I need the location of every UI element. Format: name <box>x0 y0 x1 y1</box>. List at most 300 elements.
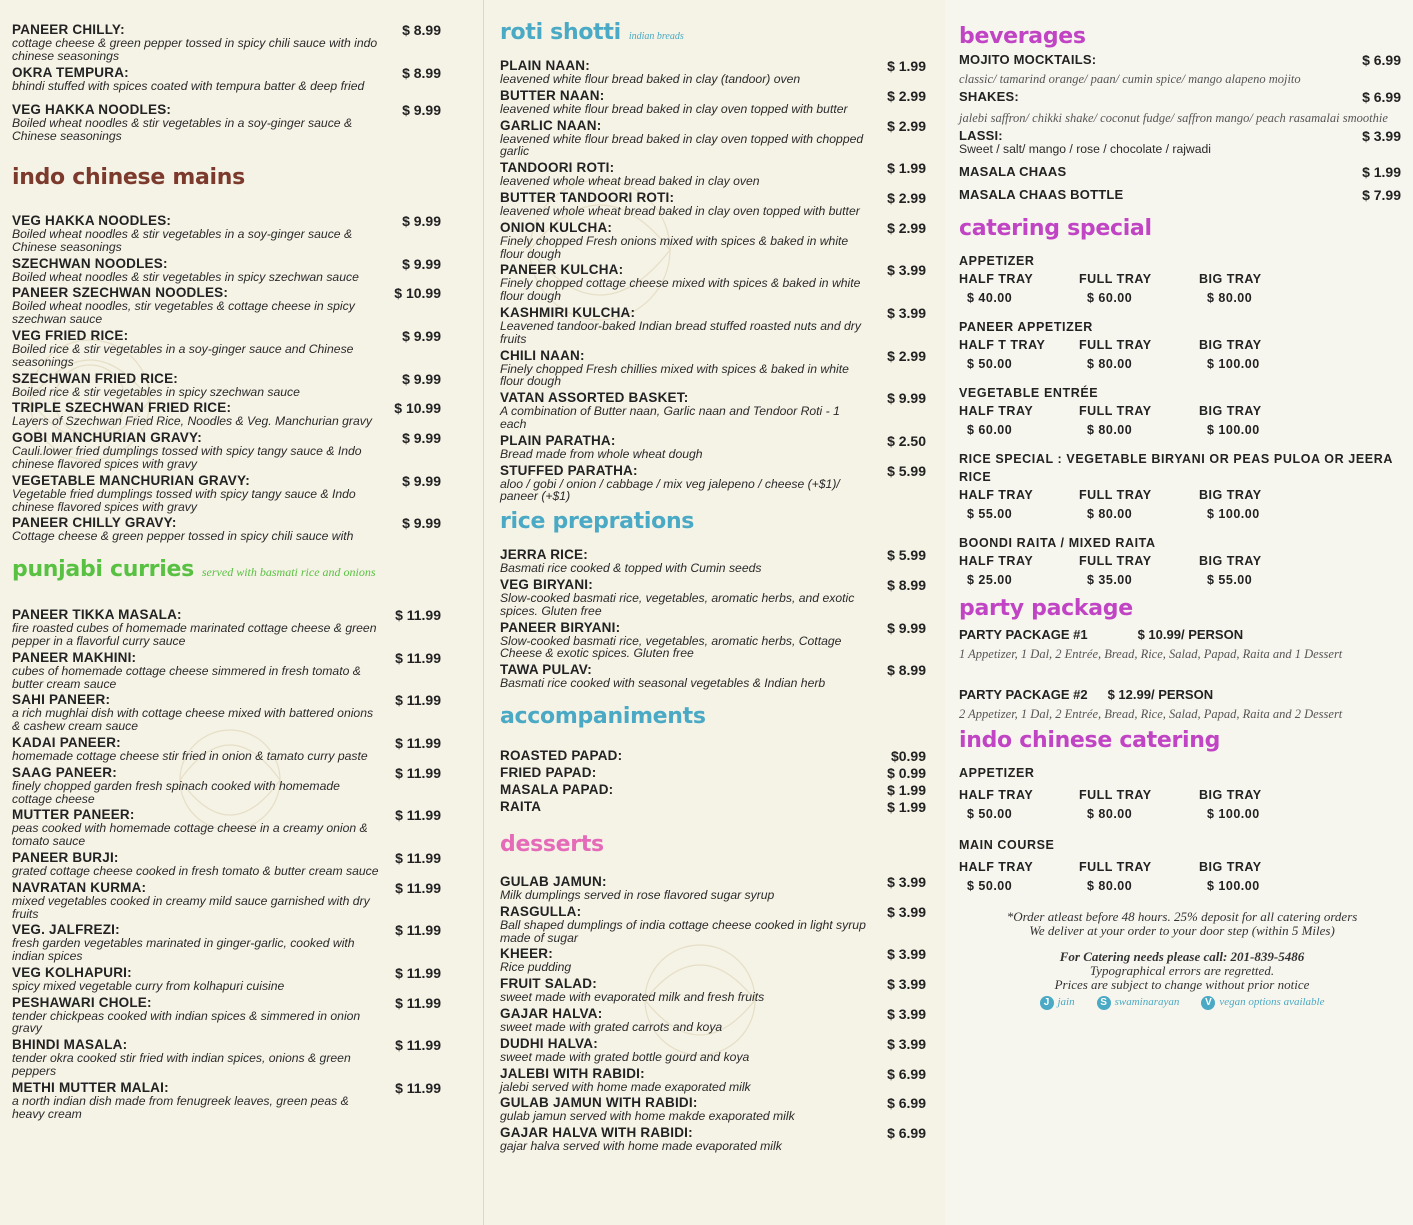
item-desc: Boiled rice & stir vegetables in a soy-ginger sauce and Chinese seasonings <box>12 341 354 369</box>
item-price: $0.99 <box>890 747 926 764</box>
item-name: VEGETABLE MANCHURIAN GRAVY: <box>12 472 250 488</box>
menu-item <box>12 765 445 806</box>
indo-chinese-items <box>12 213 445 543</box>
section-title-indo-chinese-catering: indo chinese catering <box>959 727 1221 753</box>
item-price: $ 3.99 <box>887 903 926 920</box>
menu-item <box>500 976 930 1004</box>
item-name: KHEER: <box>500 946 553 962</box>
item-name: OKRA TEMPURA: <box>12 64 129 80</box>
item-desc: bhindi stuffed with spices coated with tempura batter & deep fried <box>12 78 365 93</box>
tray-label: BIG TRAY <box>1199 553 1262 568</box>
item-desc: Basmati rice cooked with seasonal vegetables & Indian herb <box>500 676 826 691</box>
item-price: $ 6.99 <box>887 1095 926 1112</box>
tray-price: $ 60.00 <box>967 422 1013 437</box>
section-title-rice-preprations: rice preprations <box>500 509 695 535</box>
item-name: JERRA RICE: <box>500 547 588 563</box>
item-name: CHILI NAAN: <box>500 347 585 363</box>
menu-item <box>12 285 445 326</box>
item-desc: cubes of homemade cottage cheese simmered in fresh tomato & butter cream sauce <box>12 663 361 691</box>
item-name: PANEER BURJI: <box>12 849 119 865</box>
legend-swaminarayan <box>1097 996 1180 1010</box>
item-desc: fresh garden vegetables marinated in ginger-garlic, cooked with indian spices <box>12 936 355 964</box>
price-change-note: Prices are subject to change without prior notice <box>1054 976 1310 992</box>
item-name: PANEER BIRYANI: <box>500 619 621 635</box>
item-desc: grated cottage cheese cooked in fresh tomato & butter cream sauce <box>12 863 379 878</box>
item-name: GULAB JAMUN WITH RABIDI: <box>500 1095 698 1111</box>
catering-block-title: MAIN COURSE <box>959 837 1055 852</box>
menu-item <box>12 850 445 878</box>
item-price: $ 8.99 <box>887 576 926 593</box>
tray-label: BIG TRAY <box>1199 337 1262 352</box>
item-name: SZECHWAN NOODLES: <box>12 255 168 271</box>
tray-price: $ 100.00 <box>1207 506 1260 521</box>
item-price: $ 11.99 <box>395 649 441 666</box>
item-price: $ 3.99 <box>887 262 926 279</box>
tray-labels <box>959 552 1405 571</box>
section-subtitle: indian breads <box>628 31 684 42</box>
tray-label: HALF T TRAY <box>959 337 1046 352</box>
item-price: $ 9.99 <box>402 430 441 447</box>
menu-item <box>500 58 930 86</box>
party-package-desc: 1 Appetizer, 1 Dal, 2 Entrée, Bread, Rice, Salad, Papad, Raita and 1 Dessert <box>959 646 1343 661</box>
item-name: RASGULLA: <box>500 903 582 919</box>
item-price: $ 1.99 <box>1362 163 1401 180</box>
party-package <box>959 686 1405 704</box>
menu-item <box>500 799 930 814</box>
item-name: VEG FRIED RICE: <box>12 327 129 343</box>
item-name: BHINDI MASALA: <box>12 1037 128 1053</box>
menu-item <box>500 782 930 797</box>
accompaniment-items <box>500 748 930 814</box>
menu-item <box>12 807 445 848</box>
item-desc: leavened white flour bread baked in clay (tandoor) oven <box>500 72 801 86</box>
catering-block-title: APPETIZER <box>959 765 1035 780</box>
item-price: $ 8.99 <box>887 662 926 679</box>
item-price: $ 6.99 <box>887 1065 926 1082</box>
catering-block <box>959 252 1405 308</box>
catering-block <box>959 318 1405 374</box>
item-price: $ 11.99 <box>395 922 441 939</box>
menu-item <box>12 1080 445 1121</box>
item-price: $ 11.99 <box>395 879 441 896</box>
item-name: BUTTER NAAN: <box>500 87 605 103</box>
menu-item <box>12 922 445 963</box>
item-name: SAHI PANEER: <box>12 692 111 708</box>
menu-item <box>500 1036 930 1064</box>
item-name: VEG. JALFREZI: <box>12 922 120 938</box>
item-price: $ 11.99 <box>395 964 441 981</box>
item-name: ROASTED PAPAD: <box>500 747 623 763</box>
item-desc: tender okra cooked stir fried with indian spices, onions & green peppers <box>12 1051 351 1079</box>
item-name: TAWA PULAV: <box>500 662 592 678</box>
item-desc: Leavened tandoor-baked Indian bread stuffed roasted nuts and dry fruits <box>500 318 861 346</box>
menu-item <box>500 748 930 763</box>
item-desc: classic/ tamarind orange/ paan/ cumin spice/ mango alapeno mojito <box>959 72 1301 86</box>
menu-item <box>12 65 445 93</box>
jain-icon: J <box>1040 996 1054 1010</box>
tray-prices <box>959 877 1405 896</box>
item-name: LASSI: <box>959 128 1003 143</box>
item-desc: gajar halva served with home made evaporated milk <box>500 1139 782 1154</box>
item-name: NAVRATAN KURMA: <box>12 879 147 895</box>
party-package-price: $ 10.99/ PERSON <box>1137 626 1244 642</box>
menu-item <box>500 874 930 902</box>
menu-item <box>500 262 930 303</box>
item-name: MASALA CHAAS <box>959 163 1067 179</box>
item-name: MASALA PAPAD: <box>500 781 614 797</box>
item-price: $ 11.99 <box>395 692 441 709</box>
item-desc: Boiled wheat noodles & stir vegetables in a soy-ginger sauce & Chinese seasonings <box>12 116 353 144</box>
menu-item <box>500 463 930 504</box>
item-price: $ 2.99 <box>887 347 926 364</box>
item-price: $ 3.99 <box>887 873 926 890</box>
party-package-list <box>959 626 1405 724</box>
item-desc: Slow-cooked basmati rice, vegetables, aromatic herbs, and exotic spices. Gluten free <box>500 590 855 618</box>
menu-item <box>12 692 445 733</box>
punjabi-items <box>12 607 445 1120</box>
menu-item <box>12 102 445 143</box>
item-price: $ 11.99 <box>395 764 441 781</box>
item-price: $ 9.99 <box>887 390 926 407</box>
item-desc: fire roasted cubes of homemade marinated cottage cheese & green pepper in a flavorful curry sauce <box>12 621 377 648</box>
tray-labels <box>959 858 1405 877</box>
menu-item <box>500 348 930 389</box>
tray-label: FULL TRAY <box>1079 787 1152 802</box>
item-name: MUTTER PANEER: <box>12 807 135 823</box>
menu-item <box>500 220 930 261</box>
catering-block <box>959 836 1405 896</box>
menu-item <box>12 22 445 63</box>
tray-label: HALF TRAY <box>959 271 1034 286</box>
menu-item <box>959 128 1405 156</box>
item-desc: Boiled rice & stir vegetables in spicy szechwan sauce <box>12 384 300 399</box>
item-desc: leavened white flour bread baked in clay oven topped with chopped garlic <box>500 131 864 159</box>
tray-label: BIG TRAY <box>1199 787 1262 802</box>
catering-block-title: APPETIZER <box>959 253 1035 268</box>
item-price: $ 0.99 <box>887 764 926 781</box>
tray-price: $ 25.00 <box>967 572 1013 587</box>
tray-label: FULL TRAY <box>1079 271 1152 286</box>
item-price: $ 6.99 <box>1362 89 1401 105</box>
delivery-note: We deliver at your order to your door step (within 5 Miles) <box>1029 922 1335 938</box>
item-desc: aloo / gobi / onion / cabbage / mix veg jalepeno / cheese (+$1)/ paneer (+$1) <box>500 476 840 504</box>
item-name: PANEER KULCHA: <box>500 262 624 278</box>
party-package-name: PARTY PACKAGE #2 <box>959 686 1088 702</box>
item-price: $ 11.99 <box>395 1037 441 1054</box>
item-desc: jalebi saffron/ chikki shake/ coconut fudge/ saffron mango/ peach rasamalai smoothie <box>959 111 1388 125</box>
roti-items <box>500 58 930 503</box>
item-name: PANEER MAKHINI: <box>12 649 137 665</box>
section-title-text: punjabi curries <box>12 557 194 583</box>
item-name: STUFFED PARATHA: <box>500 462 638 478</box>
section-title-beverages: beverages <box>959 24 1086 49</box>
item-desc: homemade cottage cheese stir fried in onion & tamato curry paste <box>12 748 368 763</box>
menu-item <box>500 765 930 780</box>
item-desc: Vegetable fried dumplings tossed with spicy tangy sauce & Indo chinese flavored spices with gravy <box>12 486 356 514</box>
item-desc: a rich mughlai dish with cottage cheese mixed with battered onions & cashew cream sauce <box>12 706 374 734</box>
tray-price: $ 100.00 <box>1207 422 1260 437</box>
item-price: $ 10.99 <box>394 285 441 302</box>
item-price: $ 9.99 <box>402 327 441 344</box>
item-name: SAAG PANEER: <box>12 764 117 780</box>
menu-item <box>500 904 930 945</box>
tray-prices <box>959 355 1405 374</box>
section-title-text: roti shotti <box>500 20 621 45</box>
item-price: $ 11.99 <box>395 849 441 866</box>
legend-jain <box>1040 996 1075 1010</box>
menu-item <box>12 735 445 763</box>
section-title-desserts: desserts <box>500 831 604 857</box>
item-price: $ 7.99 <box>1362 186 1401 203</box>
item-name: PANEER TIKKA MASALA: <box>12 607 182 623</box>
item-desc: leavened white flour bread baked in clay oven topped with butter <box>500 101 848 116</box>
item-price: $ 10.99 <box>394 400 441 417</box>
menu-item <box>12 995 445 1036</box>
party-package <box>959 626 1405 644</box>
item-name: VEG KOLHAPURI: <box>12 964 132 980</box>
section-title-accompaniments: accompaniments <box>500 703 706 729</box>
menu-item <box>500 433 930 461</box>
menu-item <box>500 390 930 431</box>
item-name: KASHMIRI KULCHA: <box>500 304 636 320</box>
catering-special-list <box>959 252 1405 590</box>
item-price: $ 8.99 <box>402 64 441 81</box>
tray-price: $ 100.00 <box>1207 806 1260 821</box>
menu-item <box>500 1006 930 1034</box>
menu-item <box>959 164 1405 179</box>
tray-price: $ 80.00 <box>1087 356 1133 371</box>
menu-item <box>12 400 445 428</box>
item-name: METHI MUTTER MALAI: <box>12 1079 169 1095</box>
tray-price: $ 60.00 <box>1087 290 1133 305</box>
vegan-icon: V <box>1201 996 1215 1010</box>
item-price: $ 5.99 <box>887 462 926 479</box>
item-price: $ 1.99 <box>887 798 926 815</box>
legend-vegan <box>1201 996 1324 1010</box>
swaminarayan-icon: S <box>1097 996 1111 1010</box>
item-price: $ 6.99 <box>1362 52 1401 68</box>
tray-label: HALF TRAY <box>959 787 1034 802</box>
item-desc: Layers of Szechwan Fried Rice, Noodles & Veg. Manchurian gravy <box>12 414 372 429</box>
tray-price: $ 80.00 <box>1087 506 1133 521</box>
tray-price: $ 55.00 <box>967 506 1013 521</box>
legend-label: jain <box>1057 995 1075 1008</box>
item-name: DUDHI HALVA: <box>500 1035 598 1051</box>
item-name: GARLIC NAAN: <box>500 117 602 133</box>
tray-label: HALF TRAY <box>959 487 1034 502</box>
item-price: $ 11.99 <box>395 1079 441 1096</box>
menu-column-left <box>0 0 455 1225</box>
item-desc: cottage cheese & green pepper tossed in spicy chili sauce with indo chinese seasonings <box>12 36 378 63</box>
item-price: $ 9.99 <box>402 102 441 119</box>
section-subtitle: served with basmati rice and onions <box>201 565 376 580</box>
tray-price: $ 80.00 <box>1087 806 1133 821</box>
item-price: $ 11.99 <box>395 607 441 624</box>
item-price: $ 1.99 <box>887 781 926 798</box>
tray-price: $ 80.00 <box>1087 422 1133 437</box>
menu-item <box>500 620 930 661</box>
catering-phone: For Catering needs please call: 201-839-5486 <box>1059 948 1305 964</box>
tray-label: HALF TRAY <box>959 859 1034 874</box>
item-name: VEG BIRYANI: <box>500 576 593 592</box>
item-desc: finely chopped garden fresh spinach cooked with homemade cottage cheese <box>12 778 340 806</box>
tray-price: $ 50.00 <box>967 806 1013 821</box>
item-price: $ 3.99 <box>887 976 926 993</box>
menu-item <box>12 328 445 369</box>
item-name: SHAKES: <box>959 89 1019 104</box>
item-desc: leavened whole wheat bread baked in clay oven <box>500 174 760 189</box>
errors-note: Typographical errors are regretted. <box>1089 962 1275 978</box>
item-name: TRIPLE SZECHWAN FRIED RICE: <box>12 400 232 416</box>
item-price: $ 3.99 <box>887 304 926 321</box>
tray-label: HALF TRAY <box>959 553 1034 568</box>
tray-price: $ 50.00 <box>967 356 1013 371</box>
menu-item <box>500 1066 930 1094</box>
catering-block-title: VEGETABLE ENTRÉE <box>959 385 1099 400</box>
catering-block-title: RICE SPECIAL : VEGETABLE BIRYANI OR PEAS PULOA OR JEERA RICE <box>959 451 1393 484</box>
item-price: $ 11.99 <box>395 807 441 824</box>
tray-prices <box>959 571 1405 590</box>
dessert-items <box>500 874 930 1153</box>
item-desc: Basmati rice cooked & topped with Cumin seeds <box>500 561 762 576</box>
tray-price: $ 100.00 <box>1207 878 1260 893</box>
item-desc: peas cooked with homemade cottage cheese in a creamy onion & tomato sauce <box>12 821 368 849</box>
item-name: FRIED PAPAD: <box>500 764 597 780</box>
item-desc: Bread made from whole wheat dough <box>500 446 703 461</box>
menu-item <box>500 662 930 690</box>
tray-label: FULL TRAY <box>1079 487 1152 502</box>
tray-prices <box>959 505 1405 524</box>
item-desc: Boiled wheat noodles, stir vegetables & cottage cheese in spicy szechwan sauce <box>12 299 355 327</box>
item-desc: Ball shaped dumplings of india cottage cheese cooked in light syrup made of sugar <box>500 917 866 945</box>
tray-label: FULL TRAY <box>1079 553 1152 568</box>
tray-label: FULL TRAY <box>1079 403 1152 418</box>
legend-label: swaminarayan <box>1114 995 1180 1008</box>
tray-label: BIG TRAY <box>1199 487 1262 502</box>
section-title-roti-shotti <box>500 20 930 50</box>
item-name: VATAN ASSORTED BASKET: <box>500 390 689 406</box>
tray-labels <box>959 270 1405 289</box>
item-price: $ 8.99 <box>402 22 441 38</box>
party-package-price: $ 12.99/ PERSON <box>1107 686 1214 702</box>
item-price: $ 9.99 <box>402 472 441 489</box>
item-name: SZECHWAN FRIED RICE: <box>12 370 178 386</box>
item-name: VEG HAKKA NOODLES: <box>12 212 172 228</box>
tray-labels <box>959 336 1405 355</box>
menu-item <box>12 473 445 514</box>
item-price: $ 9.99 <box>402 212 441 229</box>
item-price: $ 1.99 <box>887 58 926 74</box>
tray-labels <box>959 402 1405 421</box>
tray-label: FULL TRAY <box>1079 337 1152 352</box>
item-desc: tender chickpeas cooked with indian spices & simmered in onion gravy <box>12 1008 361 1036</box>
item-price: $ 3.99 <box>887 1035 926 1052</box>
catering-block <box>959 450 1405 524</box>
section-title-punjabi-curries <box>12 557 445 585</box>
tray-label: HALF TRAY <box>959 403 1034 418</box>
item-desc: Slow-cooked basmati rice, vegetables, aromatic herbs, Cottage Cheese & exotic spices. Gluten free <box>500 633 842 661</box>
item-desc: Boiled wheat noodles & stir vegetables in a soy-ginger sauce & Chinese seasonings <box>12 226 353 254</box>
tray-price: $ 40.00 <box>967 290 1013 305</box>
item-price: $ 3.99 <box>887 1005 926 1022</box>
menu-item <box>500 118 930 159</box>
tray-prices <box>959 289 1405 308</box>
tray-label: BIG TRAY <box>1199 403 1262 418</box>
item-desc: Milk dumplings served in rose flavored sugar syrup <box>500 887 775 902</box>
item-price: $ 11.99 <box>395 734 441 751</box>
item-desc: mixed vegetables cooked in creamy mild sauce garnished with dry fruits <box>12 893 370 921</box>
catering-block <box>959 534 1405 590</box>
party-package-name: PARTY PACKAGE #1 <box>959 626 1088 642</box>
item-name: GULAB JAMUN: <box>500 873 607 889</box>
menu-item <box>500 1125 930 1153</box>
tray-prices <box>959 805 1405 824</box>
menu-item <box>500 946 930 974</box>
catering-block <box>959 384 1405 440</box>
tray-prices <box>959 421 1405 440</box>
menu-item <box>959 187 1405 202</box>
menu-item <box>12 607 445 648</box>
tray-label: BIG TRAY <box>1199 859 1262 874</box>
item-price: $ 6.99 <box>887 1125 926 1142</box>
menu-item <box>959 89 1405 104</box>
item-name: PANEER CHILLY GRAVY: <box>12 515 177 531</box>
menu-item <box>12 880 445 921</box>
item-desc: jalebi served with home made exaporated milk <box>500 1079 751 1094</box>
item-desc: Cauli.lower fried dumplings tossed with spicy tangy sauce & Indo chinese flavored spices with gravy <box>12 444 362 471</box>
item-name: VEG HAKKA NOODLES: <box>12 102 172 118</box>
item-desc: leavened whole wheat bread baked in clay oven topped with butter <box>500 203 860 218</box>
item-desc: Sweet / salt/ mango / rose / chocolate / rajwadi <box>959 142 1211 156</box>
tray-price: $ 55.00 <box>1207 572 1253 587</box>
item-desc: Rice pudding <box>500 960 572 975</box>
item-price: $ 2.50 <box>887 432 926 449</box>
menu-item <box>500 160 930 188</box>
item-desc: gulab jamun served with home makde exaporated milk <box>500 1109 795 1124</box>
item-name: FRUIT SALAD: <box>500 976 597 992</box>
menu-column-right <box>945 0 1413 1225</box>
catering-block-title: PANEER APPETIZER <box>959 319 1093 334</box>
menu-item <box>12 965 445 993</box>
item-desc: a north indian dish made from fenugreek leaves, green peas & heavy cream <box>12 1093 349 1121</box>
item-desc: Finely chopped Fresh chillies mixed with spices & baked in white flour dough <box>500 361 849 389</box>
top-items <box>12 22 445 143</box>
footer-notes <box>959 910 1405 1010</box>
tray-price: $ 35.00 <box>1087 572 1133 587</box>
item-name: PLAIN PARATHA: <box>500 432 616 448</box>
tray-price: $ 80.00 <box>1207 290 1253 305</box>
tray-price: $ 50.00 <box>967 878 1013 893</box>
item-price: $ 2.99 <box>887 117 926 134</box>
diet-legend <box>959 996 1405 1010</box>
menu-item <box>959 52 1405 67</box>
beverage-items <box>959 52 1405 202</box>
item-desc: Cottage cheese & green pepper tossed in spicy chili sauce with <box>12 529 354 544</box>
tray-price: $ 100.00 <box>1207 356 1260 371</box>
item-price: $ 2.99 <box>887 189 926 206</box>
item-name: PESHAWARI CHOLE: <box>12 994 152 1010</box>
item-desc: Finely chopped cottage cheese mixed with spices & baked in white flour dough <box>500 276 861 304</box>
item-desc: A combination of Butter naan, Garlic naan and Tendoor Roti - 1 each <box>500 404 840 431</box>
catering-block <box>959 764 1405 824</box>
menu-item <box>12 1037 445 1078</box>
tray-price: $ 80.00 <box>1087 878 1133 893</box>
menu-item <box>12 515 445 543</box>
party-package-desc: 2 Appetizer, 1 Dal, 2 Entrée, Bread, Rice, Salad, Papad, Raita and 2 Dessert <box>959 706 1343 721</box>
menu-item <box>500 305 930 346</box>
menu-item <box>500 88 930 116</box>
menu-item <box>500 190 930 218</box>
